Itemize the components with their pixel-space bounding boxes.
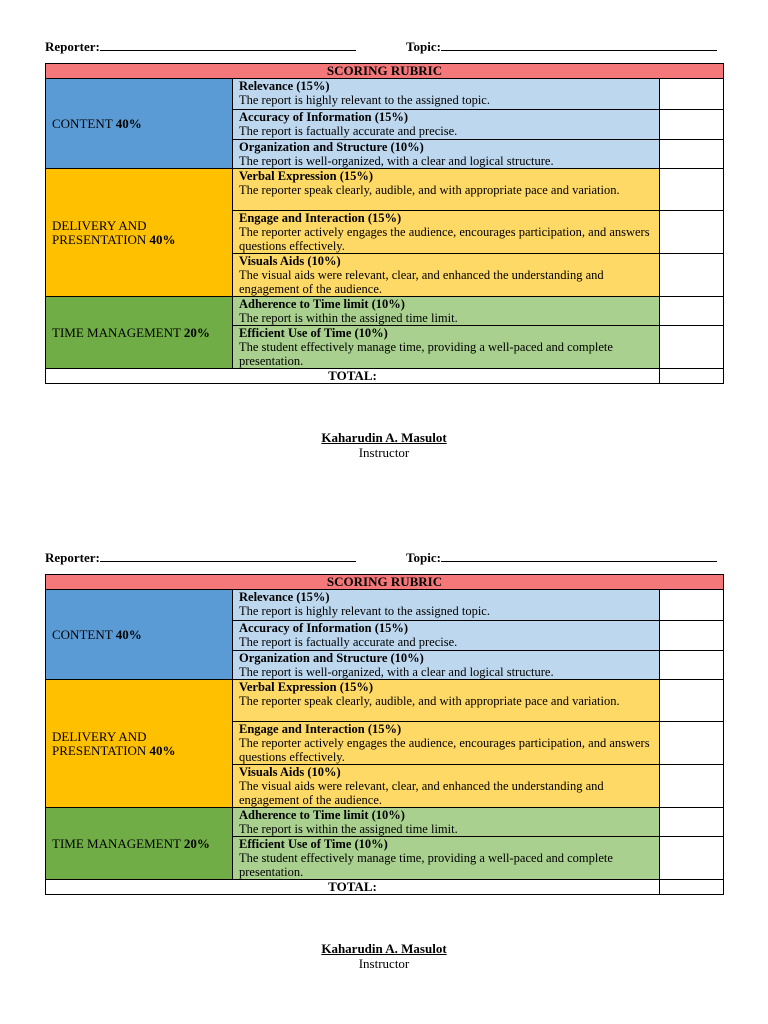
score-cell[interactable] xyxy=(660,837,724,880)
rubric-title: SCORING RUBRIC xyxy=(46,575,724,590)
total-label: TOTAL: xyxy=(46,369,660,384)
score-cell[interactable] xyxy=(660,621,724,651)
category-time-management: TIME MANAGEMENT 20% xyxy=(46,808,233,880)
reporter-blank-line[interactable] xyxy=(100,549,356,562)
form-header xyxy=(45,547,723,569)
signature-block xyxy=(45,941,723,971)
instructor-name: Kaharudin A. Masulot xyxy=(321,430,447,445)
score-cell[interactable] xyxy=(660,211,724,254)
signature-block xyxy=(45,430,723,460)
reporter-label: Reporter: xyxy=(45,550,100,565)
score-cell[interactable] xyxy=(660,651,724,680)
total-score-cell[interactable] xyxy=(660,880,724,895)
criterion-engage-interaction: Engage and Interaction (15%) The reporter actively engages the audience, encourages participation, and answers questions effectively. xyxy=(233,211,660,254)
topic-blank-line[interactable] xyxy=(441,38,717,51)
score-cell[interactable] xyxy=(660,765,724,808)
topic-label: Topic: xyxy=(406,550,441,565)
topic-field[interactable] xyxy=(406,549,717,566)
criterion-time-limit: Adherence to Time limit (10%) The report is within the assigned time limit. xyxy=(233,297,660,326)
reporter-label: Reporter: xyxy=(45,39,100,54)
criterion-relevance: Relevance (15%) The report is highly relevant to the assigned topic. xyxy=(233,590,660,621)
form-header xyxy=(45,36,723,58)
criterion-visual-aids: Visuals Aids (10%) The visual aids were relevant, clear, and enhanced the understanding and engagement of the audience. xyxy=(233,765,660,808)
criterion-visual-aids: Visuals Aids (10%) The visual aids were relevant, clear, and enhanced the understanding and engagement of the audience. xyxy=(233,254,660,297)
criterion-accuracy: Accuracy of Information (15%) The report is factually accurate and precise. xyxy=(233,621,660,651)
reporter-field[interactable] xyxy=(45,549,356,566)
criterion-engage-interaction: Engage and Interaction (15%) The reporter actively engages the audience, encourages participation, and answers questions effectively. xyxy=(233,722,660,765)
criterion-time-limit: Adherence to Time limit (10%) The report is within the assigned time limit. xyxy=(233,808,660,837)
criterion-efficient-use-of-time: Efficient Use of Time (10%) The student effectively manage time, providing a well-paced and complete presentation. xyxy=(233,326,660,369)
score-cell[interactable] xyxy=(660,79,724,110)
topic-blank-line[interactable] xyxy=(441,549,717,562)
criterion-verbal-expression: Verbal Expression (15%) The reporter speak clearly, audible, and with appropriate pace and variation. xyxy=(233,680,660,722)
score-cell[interactable] xyxy=(660,590,724,621)
category-delivery: DELIVERY AND PRESENTATION 40% xyxy=(46,680,233,808)
score-cell[interactable] xyxy=(660,297,724,326)
total-score-cell[interactable] xyxy=(660,369,724,384)
category-content: CONTENT 40% xyxy=(46,79,233,169)
score-cell[interactable] xyxy=(660,808,724,837)
rubric-sheet xyxy=(45,547,723,971)
category-time-management: TIME MANAGEMENT 20% xyxy=(46,297,233,369)
instructor-name: Kaharudin A. Masulot xyxy=(321,941,447,956)
scoring-rubric-table xyxy=(45,63,724,384)
criterion-organization: Organization and Structure (10%) The report is well-organized, with a clear and logical structure. xyxy=(233,140,660,169)
reporter-blank-line[interactable] xyxy=(100,38,356,51)
score-cell[interactable] xyxy=(660,169,724,211)
scoring-rubric-table xyxy=(45,574,724,895)
score-cell[interactable] xyxy=(660,722,724,765)
reporter-field[interactable] xyxy=(45,38,356,55)
rubric-title: SCORING RUBRIC xyxy=(46,64,724,79)
score-cell[interactable] xyxy=(660,326,724,369)
topic-field[interactable] xyxy=(406,38,717,55)
criterion-organization: Organization and Structure (10%) The report is well-organized, with a clear and logical structure. xyxy=(233,651,660,680)
score-cell[interactable] xyxy=(660,110,724,140)
score-cell[interactable] xyxy=(660,680,724,722)
score-cell[interactable] xyxy=(660,140,724,169)
topic-label: Topic: xyxy=(406,39,441,54)
instructor-role: Instructor xyxy=(358,445,410,460)
instructor-role: Instructor xyxy=(358,956,410,971)
total-label: TOTAL: xyxy=(46,880,660,895)
category-delivery: DELIVERY AND PRESENTATION 40% xyxy=(46,169,233,297)
rubric-sheet xyxy=(45,36,723,460)
category-content: CONTENT 40% xyxy=(46,590,233,680)
criterion-relevance: Relevance (15%) The report is highly relevant to the assigned topic. xyxy=(233,79,660,110)
criterion-verbal-expression: Verbal Expression (15%) The reporter speak clearly, audible, and with appropriate pace and variation. xyxy=(233,169,660,211)
criterion-accuracy: Accuracy of Information (15%) The report is factually accurate and precise. xyxy=(233,110,660,140)
criterion-efficient-use-of-time: Efficient Use of Time (10%) The student effectively manage time, providing a well-paced and complete presentation. xyxy=(233,837,660,880)
score-cell[interactable] xyxy=(660,254,724,297)
